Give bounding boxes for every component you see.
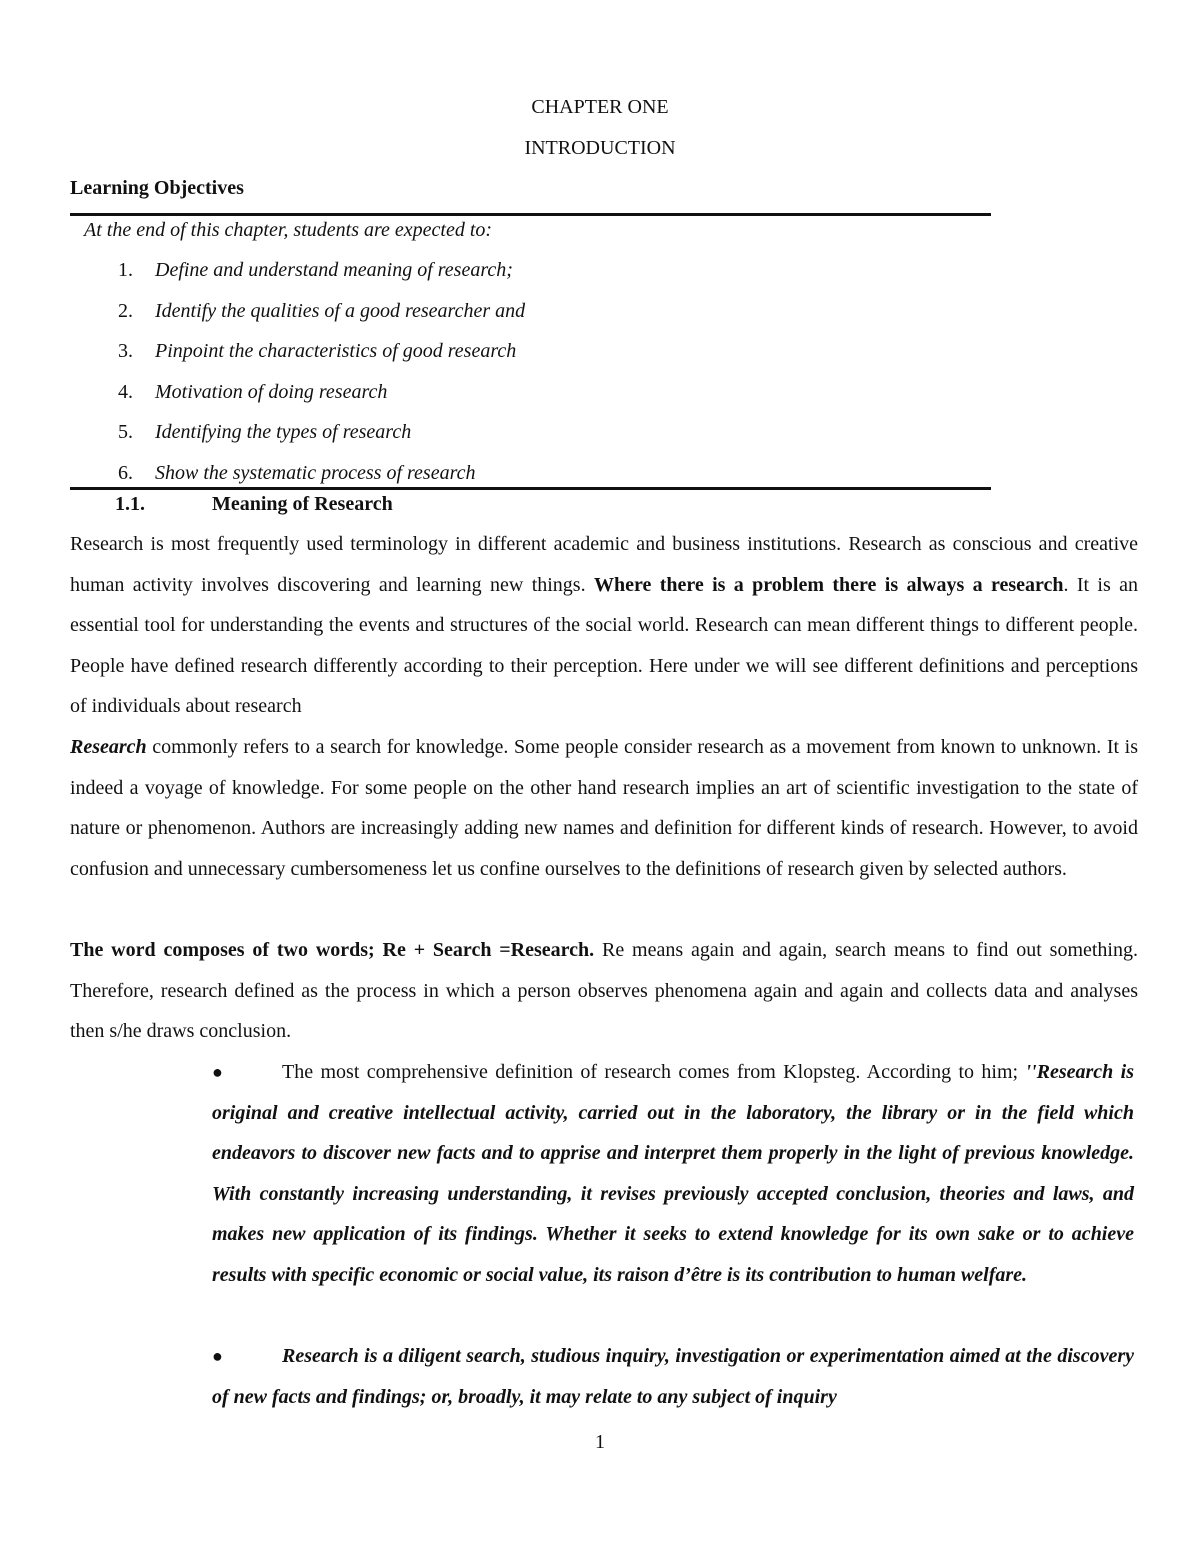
learning-objectives-heading: Learning Objectives xyxy=(70,177,244,199)
paragraph-emphasis: Where there is a problem there is always a research xyxy=(593,573,1064,596)
list-item-text: Pinpoint the characteristics of good research xyxy=(155,340,517,363)
list-item-text: Show the systematic process of research xyxy=(155,462,476,484)
bullet-icon: ● xyxy=(212,1346,223,1366)
paragraph-research-intro xyxy=(70,524,1138,727)
chapter-subtitle: INTRODUCTION xyxy=(524,137,676,159)
list-item-text: Motivation of doing research xyxy=(155,380,388,403)
bullet-klopsteg-definition xyxy=(212,1052,1134,1296)
section-title: Meaning of Research xyxy=(212,493,393,515)
section-number: 1.1. xyxy=(115,493,145,515)
paragraph-word-composition xyxy=(70,930,1138,1052)
bullet-diligent-search xyxy=(212,1336,1134,1417)
paragraph-emphasis: The word composes of two words; Re + Search =Research. xyxy=(70,939,595,961)
bullet-icon: ● xyxy=(212,1062,223,1082)
list-item-number: 4. xyxy=(118,380,133,403)
list-item-text: Identifying the types of research xyxy=(155,421,412,444)
paragraph-text: . It is an essential tool for understanding the events and structures of the social world. Research can mean different things to different people. People have defined research differently according to their perception. Here under we will see different definitions and perceptions of individuals about research xyxy=(70,573,1139,718)
objectives-top-rule xyxy=(70,213,991,216)
bullet-quote: ''Research is original and creative intellectual activity, carried out in the laboratory, the library or in the field which endeavors to discover new facts and to apprise and interpret them properly in the light of previous knowledge. With constantly increasing understanding, it revises previously accepted conclusion, theories and laws, and makes new application of its findings. Whether it seeks to extend knowledge for its own sake or to achieve results with specific economic or social value, its raison d’être is its contribution to human welfare. xyxy=(212,1061,1134,1286)
objectives-bottom-rule xyxy=(70,487,991,490)
bullet-text: Research is a diligent search, studious inquiry, investigation or experimentation aimed at the discovery of new facts and findings; or, broadly, it may relate to any subject of inquiry xyxy=(212,1345,1134,1408)
bullet-intro: The most comprehensive definition of research comes from Klopsteg. According to him; xyxy=(282,1061,1019,1083)
list-item-number: 2. xyxy=(118,299,133,322)
list-item-number: 1. xyxy=(118,259,133,281)
list-item-text: Define and understand meaning of research; xyxy=(155,259,513,281)
list-item-number: 3. xyxy=(118,340,133,363)
paragraph-text: Research is most frequently used terminology in different academic and business institutions. Research as conscious and creative human activity involves discovering and learning new things. xyxy=(70,533,1138,596)
paragraph-lead-term: Research xyxy=(70,736,147,758)
page-number: 1 xyxy=(595,1431,605,1453)
paragraph-text: commonly refers to a search for knowledge. Some people consider research as a movement from known to unknown. It is indeed a voyage of knowledge. For some people on the other hand research implies an art of scientific investigation to the state of nature or phenomenon. Authors are increasingly adding new names and definition for different kinds of research. However, to avoid confusion and unnecessary cumbersomeness let us confine ourselves to the definitions of research given by selected authors. xyxy=(70,736,1138,880)
chapter-title: CHAPTER ONE xyxy=(531,96,669,118)
list-item-number: 5. xyxy=(118,421,133,444)
objectives-intro: At the end of this chapter, students are expected to: xyxy=(84,219,493,241)
paragraph-research-definition xyxy=(70,727,1138,889)
paragraph-text: Re means again and again, search means to find out something. Therefore, research defined as the process in which a person observes phenomena again and again and collects data and analyses then s/he draws conclusion. xyxy=(70,939,1138,1043)
list-item-number: 6. xyxy=(118,462,133,484)
list-item-text: Identify the qualities of a good researcher and xyxy=(155,299,526,322)
